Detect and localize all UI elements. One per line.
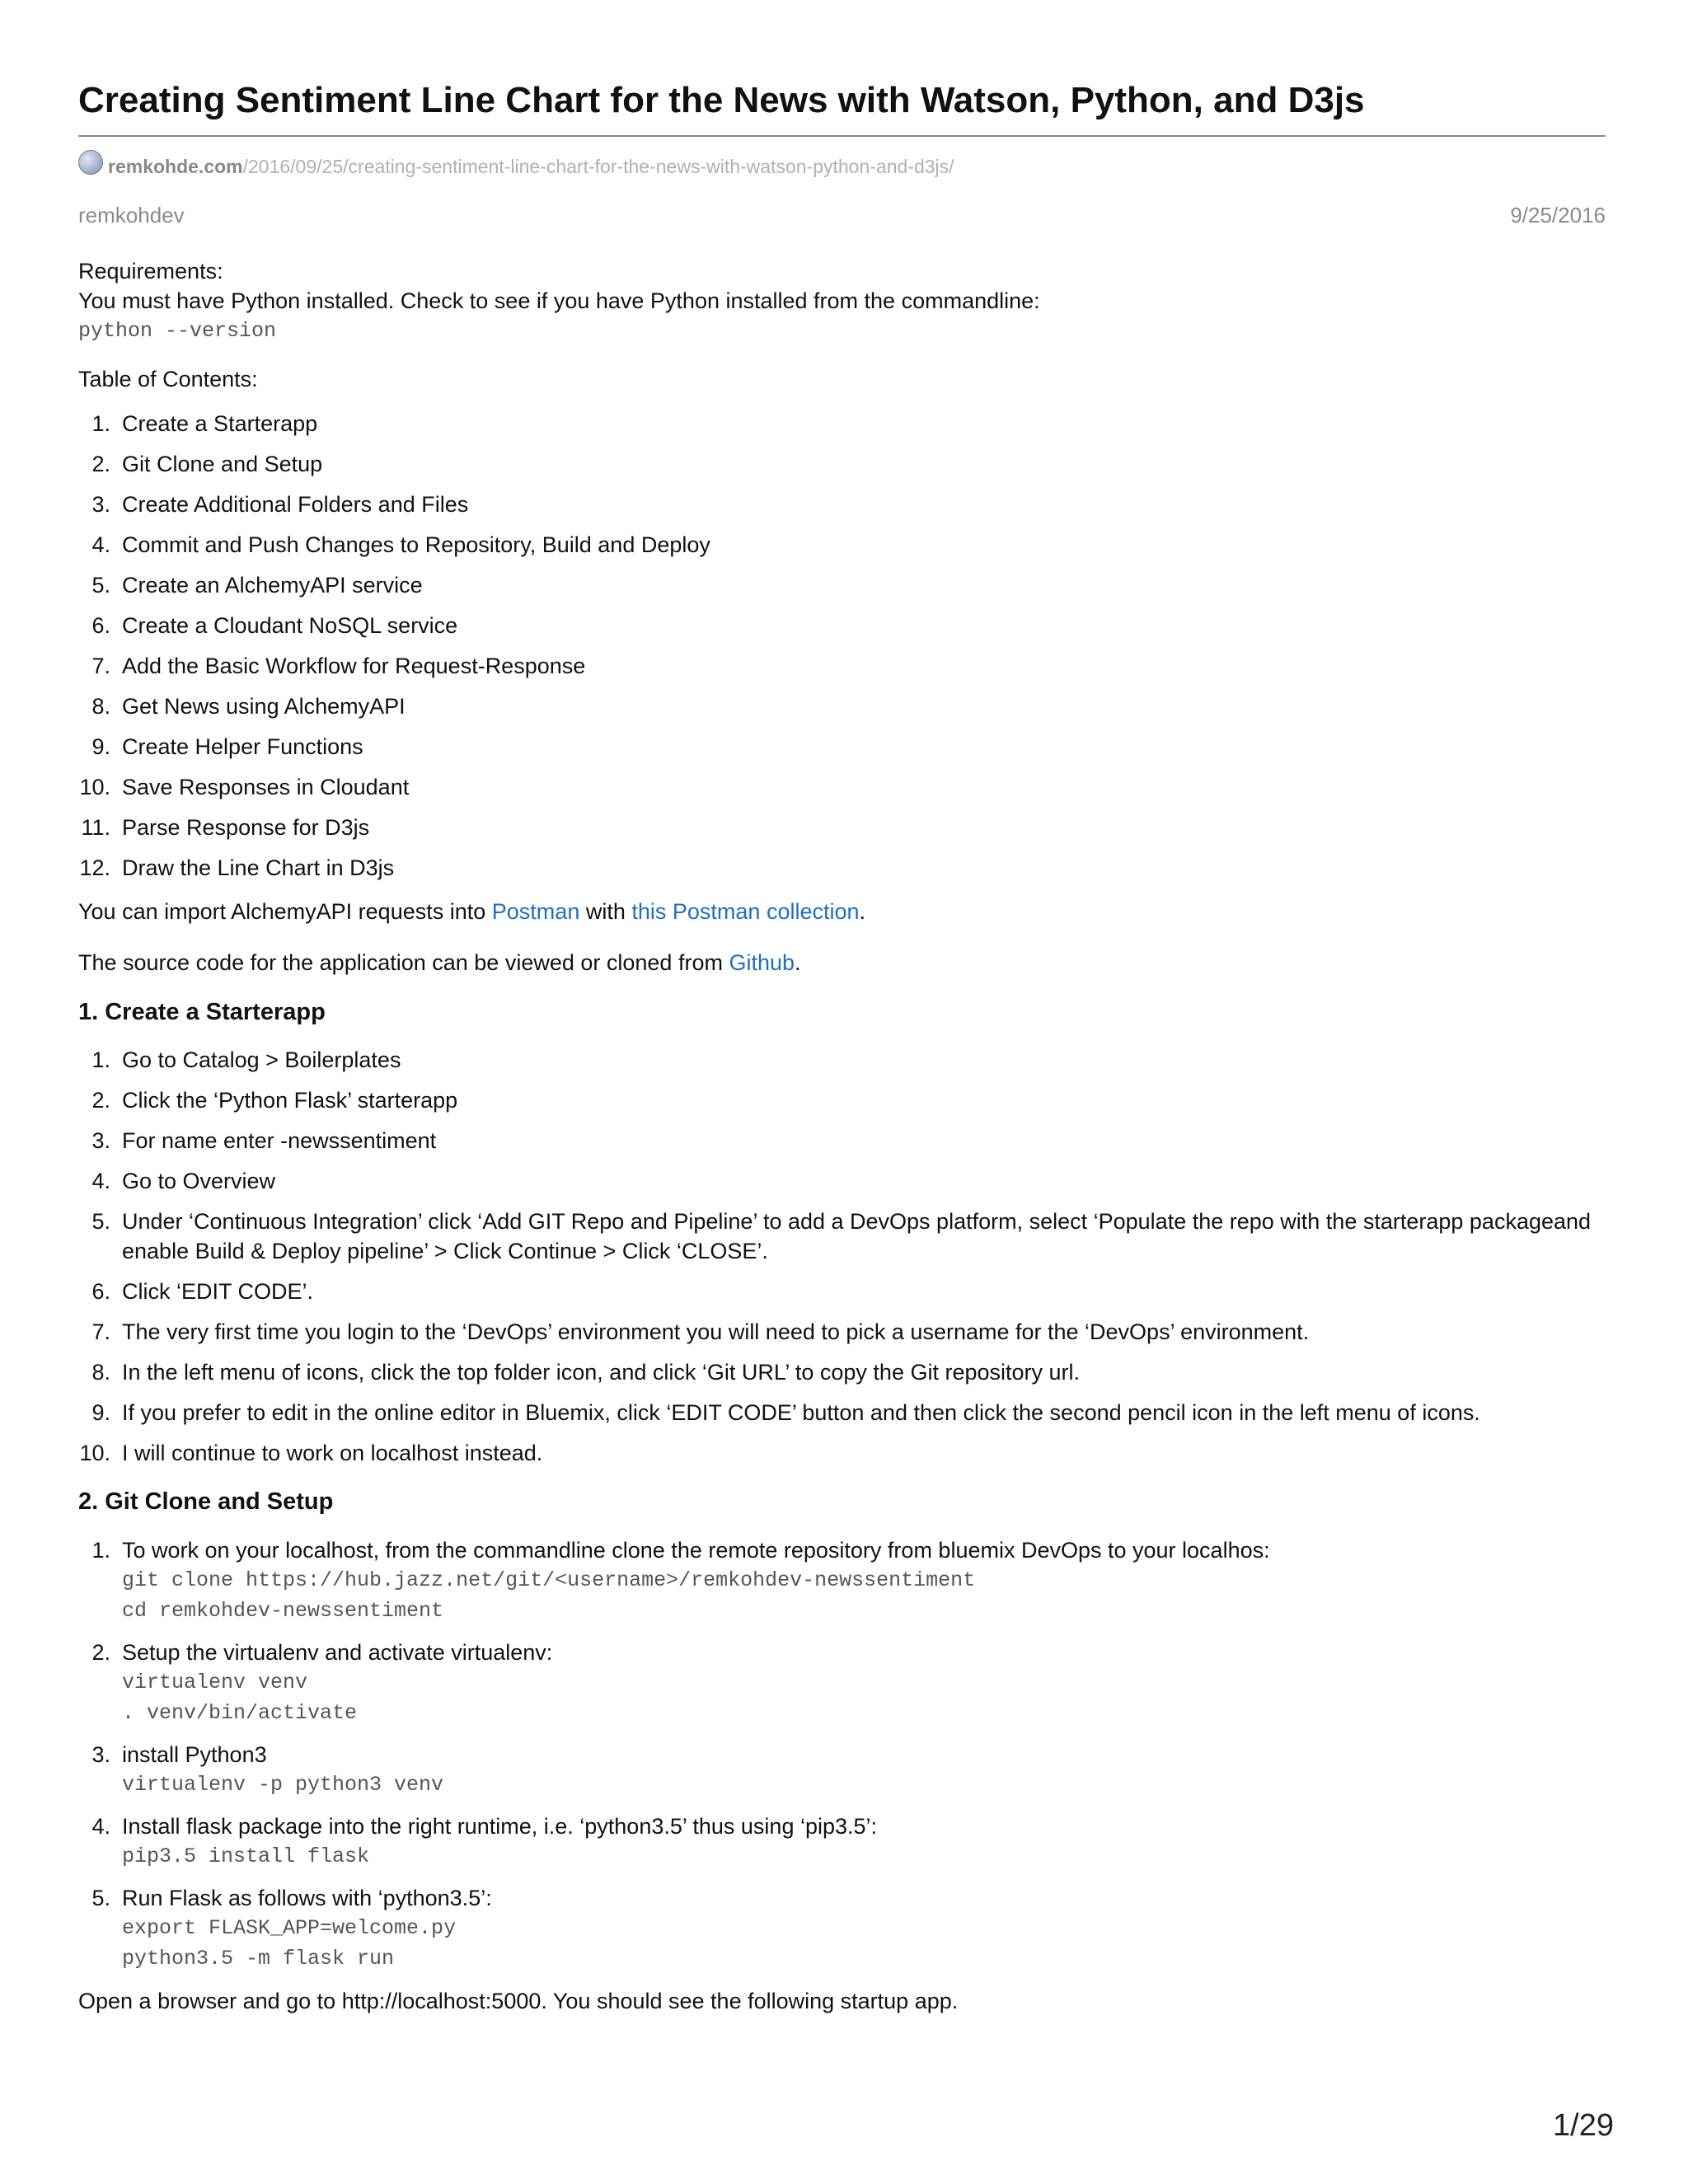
import-text-end: . [859,899,866,924]
list-item [78,1433,1606,1474]
list-item-text: Create a Cloudant NoSQL service [122,613,458,638]
list-number: 5. [91,1209,110,1234]
list-item [78,1352,1606,1393]
source-row [78,152,1606,181]
list-item-text: Create an AlchemyAPI service [122,573,423,598]
document-page [78,76,1606,2016]
list-item [78,727,1606,767]
meta-row [78,203,1606,228]
list-item-text: Under ‘Continuous Integration’ click ‘Add GIT Repo and Pipeline’ to add a DevOps platform, select ‘Populate the repo with the starterapp packageand enable Build & Deploy pipeline’ > Click Continue > Click ‘CLOSE’. [122,1209,1592,1263]
list-number: 5. [91,573,110,598]
list-item [78,687,1606,727]
toc-list [78,404,1606,888]
list-number: 12. [79,855,110,880]
list-number: 6. [91,613,110,638]
list-item-text: Create Helper Functions [122,734,363,759]
list-item-text: Setup the virtualenv and activate virtualenv: [122,1640,553,1665]
list-item [78,606,1606,646]
source-text: The source code for the application can be viewed or cloned from [78,950,729,975]
list-item-text: Commit and Push Changes to Repository, Build and Deploy [122,532,710,557]
section-2-steps [78,1531,1606,1981]
publish-date: 9/25/2016 [1510,203,1606,227]
list-number: 6. [91,1279,110,1304]
import-text-middle: with [579,899,632,924]
list-item [78,1161,1606,1202]
list-item-text: Click the ‘Python Flask’ starterapp [122,1088,458,1113]
list-number: 10. [79,1441,110,1465]
list-item [78,404,1606,444]
list-number: 7. [91,654,110,678]
list-number: 9. [91,734,110,759]
section-1-heading: 1. Create a Starterapp [78,999,326,1025]
postman-link[interactable]: Postman [491,899,580,924]
list-item [78,525,1606,565]
list-item-text: In the left menu of icons, click the top folder icon, and click ‘Git URL’ to copy the Git repository url. [122,1360,1081,1385]
list-item-text: To work on your localhost, from the commandline clone the remote repository from bluemix DevOps to your localhos: [122,1538,1270,1563]
list-number: 4. [91,1169,110,1193]
list-item-text: Add the Basic Workflow for Request-Response [122,654,586,678]
list-item [78,848,1606,888]
list-item [78,1040,1606,1080]
source-paragraph [78,948,1606,977]
source-text-end: . [795,950,801,975]
list-number: 8. [91,694,110,719]
author: remkohdev [78,203,185,227]
code-line: virtualenv -p python3 venv [122,1773,444,1797]
code-line: export FLASK_APP=welcome.py [122,1916,457,1940]
list-item-text: Go to Overview [122,1169,276,1193]
list-item [78,1312,1606,1352]
list-item-text: Go to Catalog > Boilerplates [122,1047,401,1072]
list-number: 11. [81,815,110,840]
list-number: 1. [91,411,110,436]
list-number: 3. [91,1742,110,1767]
article-body [78,256,1606,2016]
code-line: python --version [78,319,277,343]
code-line: pip3.5 install flask [122,1844,370,1868]
list-item [78,1736,1606,1807]
list-number: 9. [91,1400,110,1425]
source-domain: remkohde.com [108,155,243,177]
list-number: 10. [79,775,110,799]
list-item [78,565,1606,606]
list-number: 7. [91,1319,110,1344]
import-text: You can import AlchemyAPI requests into [78,899,492,924]
toc-heading: Table of Contents: [78,367,258,391]
list-item [78,808,1606,848]
list-item [78,1807,1606,1879]
github-link[interactable]: Github [729,950,795,975]
page-number: 1/29 [1553,2108,1614,2143]
code-line: cd remkohdev-newssentiment [122,1599,444,1623]
closing-paragraph: Open a browser and go to http://localhost:5000. You should see the following startup app. [78,1989,959,2013]
list-number: 4. [91,1814,110,1839]
page-title: Creating Sentiment Line Chart for the News with Watson, Python, and D3js [78,76,1606,137]
requirements-text: You must have Python installed. Check to see if you have Python installed from the commandline: [78,288,1040,313]
list-item-text: Get News using AlchemyAPI [122,694,406,719]
list-item-text: Parse Response for D3js [122,815,370,840]
list-item-text: Draw the Line Chart in D3js [122,855,395,880]
import-paragraph [78,897,1606,926]
list-number: 5. [91,1886,110,1910]
source-path: /2016/09/25/creating-sentiment-line-chart-for-the-news-with-watson-python-and-d3js/ [242,155,954,177]
section-1-steps [78,1040,1606,1474]
list-item-text: Install flask package into the right runtime, i.e. ‘python3.5’ thus using ‘pip3.5’: [122,1814,878,1839]
list-item-text: Save Responses in Cloudant [122,775,410,799]
list-item-text: The very first time you login to the ‘DevOps’ environment you will need to pick a username for the ‘DevOps’ environment. [122,1319,1310,1344]
list-number: 2. [91,1088,110,1113]
section-2-heading: 2. Git Clone and Setup [78,1488,334,1515]
list-number: 8. [91,1360,110,1385]
code-line: virtualenv venv [122,1671,308,1694]
list-number: 1. [91,1047,110,1072]
list-item-text: Click ‘EDIT CODE’. [122,1279,314,1304]
list-item [78,767,1606,808]
list-item [78,646,1606,687]
list-item [78,1202,1606,1272]
list-item-text: For name enter -newssentiment [122,1128,437,1153]
code-line: git clone https://hub.jazz.net/git/<username>/remkohdev-newssentiment [122,1568,976,1592]
list-item-text: Create Additional Folders and Files [122,492,469,517]
list-item-text: Git Clone and Setup [122,452,323,476]
source-link[interactable] [108,156,954,178]
list-number: 4. [91,532,110,557]
list-item-text: Run Flask as follows with ‘python3.5’: [122,1886,492,1910]
list-number: 3. [91,492,110,517]
list-item [78,485,1606,525]
list-item-text: Create a Starterapp [122,411,318,436]
list-item [78,1272,1606,1312]
list-number: 2. [91,1640,110,1665]
list-number: 1. [91,1538,110,1563]
list-item [78,1633,1606,1736]
list-item [78,1121,1606,1161]
list-item-text: I will continue to work on localhost instead. [122,1441,543,1465]
postman-collection-link[interactable]: this Postman collection [631,899,860,924]
list-item [78,444,1606,485]
list-item [78,1393,1606,1433]
list-number: 3. [91,1128,110,1153]
list-item [78,1080,1606,1121]
list-number: 2. [91,452,110,476]
list-item-text: install Python3 [122,1742,267,1767]
requirements-heading: Requirements: [78,259,223,284]
list-item-text: If you prefer to edit in the online editor in Bluemix, click ‘EDIT CODE’ button and then click the second pencil icon in the left menu of icons. [122,1400,1480,1425]
list-item [78,1879,1606,1981]
list-item [78,1531,1606,1633]
code-line: . venv/bin/activate [122,1701,358,1725]
globe-icon [78,150,103,175]
code-line: python3.5 -m flask run [122,1947,395,1971]
